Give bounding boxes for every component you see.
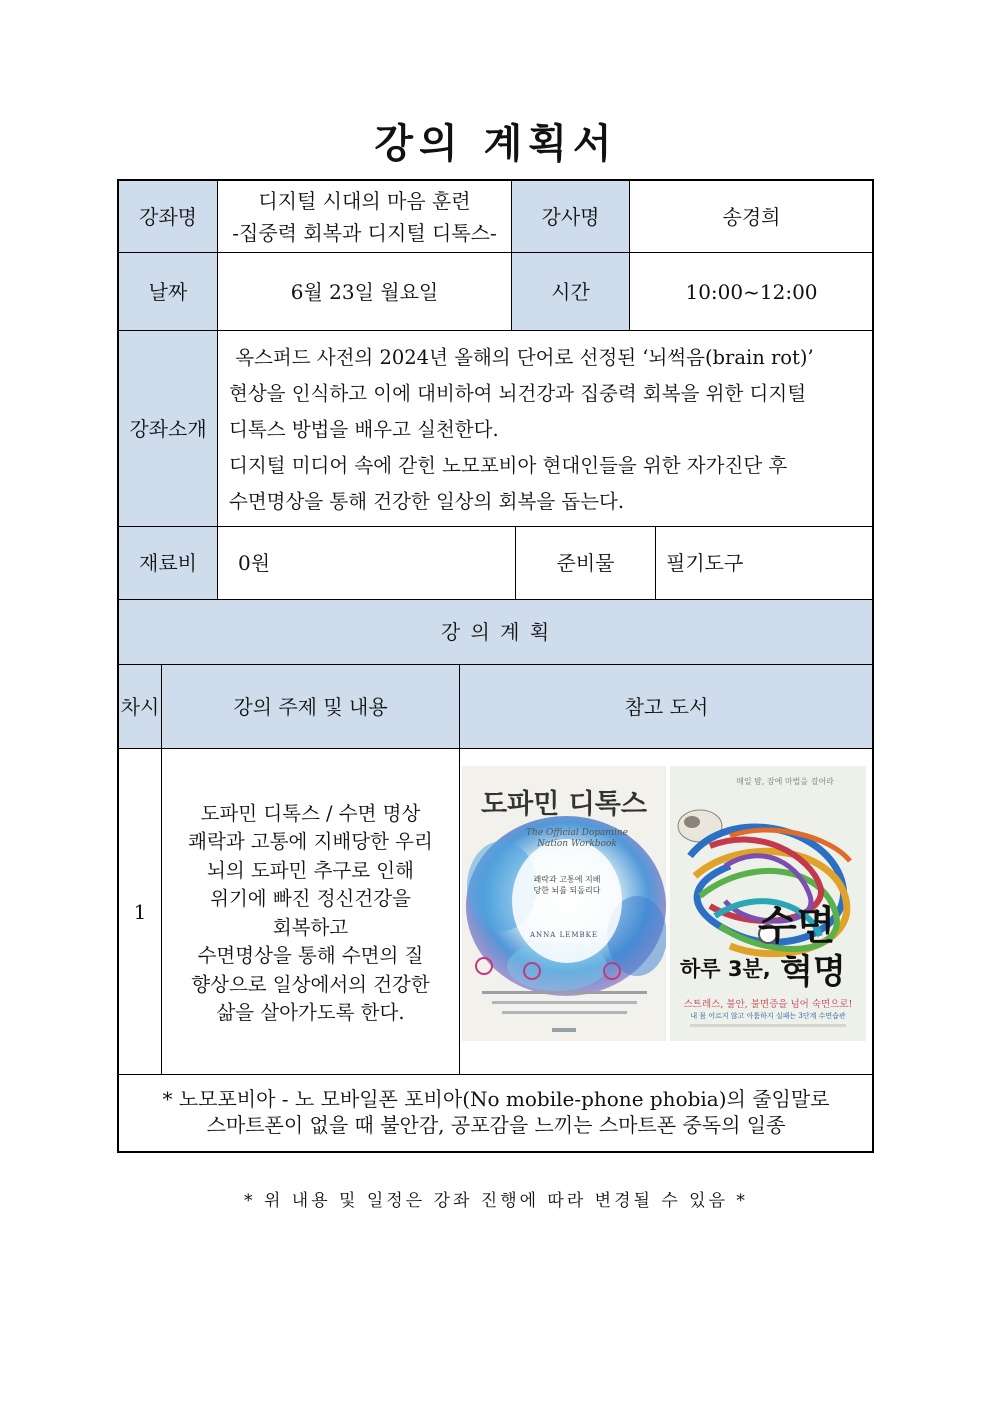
instructor-name: 송경희 [722,204,781,229]
sleep-title-prefix: 하루 3분, [680,957,771,981]
content-line: 뇌의 도파민 추구로 인해 [207,858,414,882]
table-border-left [117,179,119,1153]
col-divider [515,526,516,600]
sleep-title-main: 수면 [758,903,836,949]
row-divider [117,748,874,749]
dopamine-subtitle: The Official Dopamine Nation Workbook [526,828,628,849]
session-content [162,749,459,1074]
col-divider [217,179,218,600]
content-line: 위기에 빠진 정신건강을 [210,887,411,910]
col-divider [459,664,460,1075]
book-cover-sleep-revolution [670,766,866,1041]
content-line: 도파민 디톡스 / 수면 명상 [200,801,421,825]
book-cover-dopamine-detox [462,766,666,1041]
table-border-top [117,179,874,181]
course-title-line2: -집중력 회복과 디지털 디톡스- [232,220,497,245]
intro-line: 현상을 인식하고 이에 대비하여 뇌건강과 집중력 회복을 위한 디지털 [229,382,807,405]
content-line: 향상으로 일상에서의 건강한 [191,972,430,996]
content-line: 쾌락과 고통에 지배당한 우리 [188,830,433,853]
intro-text [229,340,874,520]
col-divider [655,526,656,600]
nomophobia-footnote [118,1086,874,1138]
intro-line: 디지털 미디어 속에 갇힌 노모포비아 현대인들을 위한 자가진단 후 [229,454,788,477]
topic-header: 강의 주제 및 내용 [162,665,459,748]
date-value: 6월 23일 월요일 [290,279,439,304]
intro-line: 디톡스 방법을 배우고 실천한다. [229,418,499,441]
session-number: 1 [133,899,147,924]
sleep-subtitle: 스트레스, 불안, 불면증을 넘어 숙면으로! [683,999,853,1010]
col-divider [161,664,162,1075]
col-divider [511,179,512,331]
row-divider [117,664,874,665]
row-divider [117,1074,874,1075]
sleep-tagline: 내 몸 어르지 않고 아툼하지 실패는 3단계 수면습관 [690,1012,846,1020]
intro-label: 강좌소개 [119,331,217,526]
dopamine-tagline: 쾌락과 고통에 지배당한 뇌를 되돌리다 [533,875,601,895]
row-divider [117,252,874,253]
fee-label: 재료비 [119,527,217,599]
time-label: 시간 [512,253,629,330]
row-divider [117,599,874,600]
sleep-title-suffix: 혁명 [780,952,846,992]
fee-value: 0원 [238,551,271,575]
footnote-line2: 스마트폰이 없을 때 불안감, 공포감을 느끼는 스마트폰 중독의 일종 [206,1113,786,1137]
intro-line: 옥스퍼드 사전의 2024년 올해의 단어로 선정된 ‘뇌썩음(brain rot)’ [229,346,814,369]
intro-line: 수면명상을 통해 건강한 일상의 회복을 돕는다. [229,490,625,513]
row-divider [117,526,874,527]
footnote-line1: * 노모포비아 - 노 모바일폰 포비아(No mobile-phone phobia)의 줄임말로 [162,1087,830,1111]
date-label: 날짜 [119,253,217,330]
page-title: 강의 계획서 [374,121,618,167]
sleep-quote: 매일 밤, 잠에 마법을 걸어라 [736,777,834,786]
content-line: 수면명상을 통해 수면의 질 [197,944,424,967]
time-value: 10:00~12:00 [685,279,818,304]
course-title [218,181,511,252]
change-notice: * 위 내용 및 일정은 강좌 진행에 따라 변경될 수 있음 * [244,1191,748,1211]
content-line: 삶을 살아가도록 한다. [216,1001,405,1024]
table-border-right [872,179,874,1153]
content-line: 회복하고 [272,915,349,939]
plan-header: 강 의 계 획 [119,600,873,664]
books-header: 참고 도서 [460,665,873,748]
course-title-line1: 디지털 시대의 마음 훈련 [258,188,471,213]
dopamine-author: ANNA LEMBKE [530,931,598,939]
prep-value: 필기도구 [666,551,744,575]
prep-label: 준비물 [556,551,615,575]
dopamine-title: 도파민 디톡스 [481,789,647,820]
instructor-label: 강사명 [512,181,629,252]
table-border-bottom [117,1151,874,1153]
course-label: 강좌명 [119,181,217,252]
col-divider [629,179,630,331]
row-divider [117,330,874,331]
session-header: 차시 [119,665,161,748]
